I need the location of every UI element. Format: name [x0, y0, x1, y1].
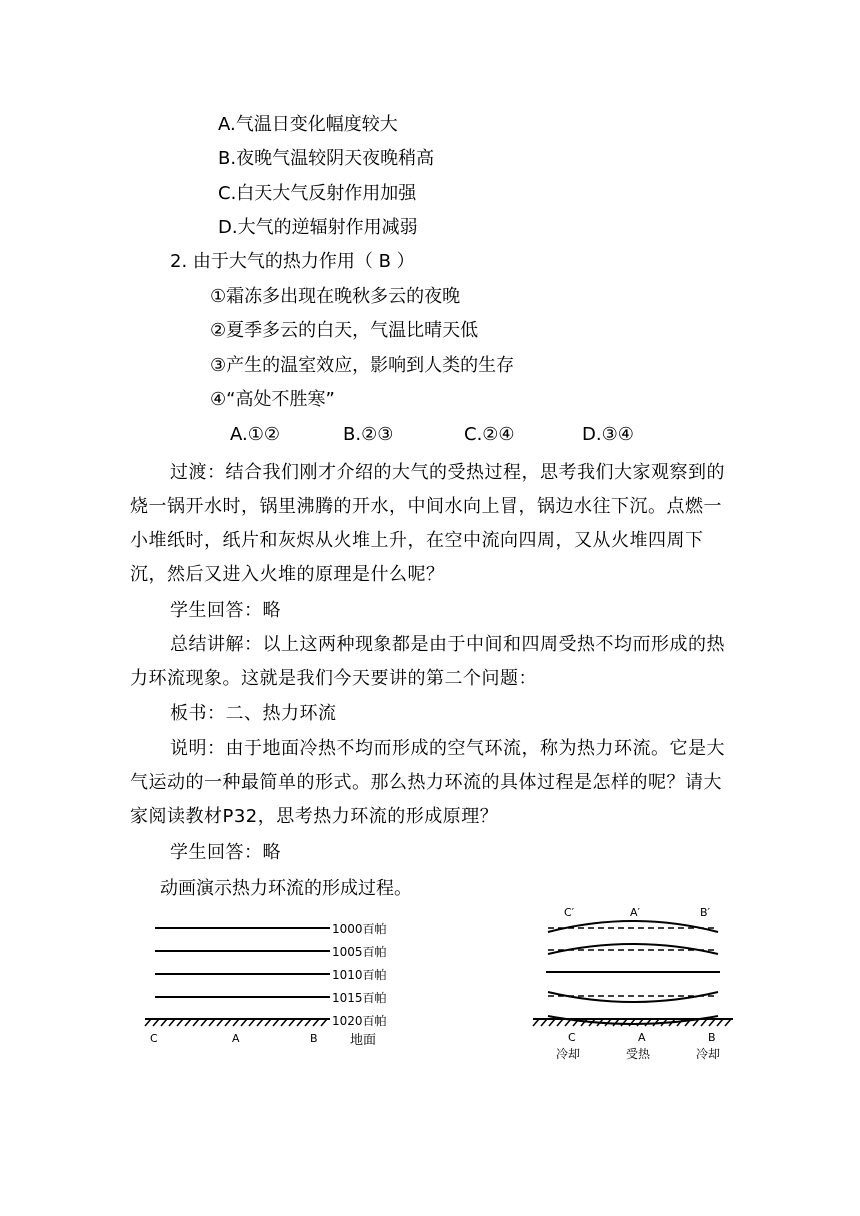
point-c-label: C	[568, 1031, 576, 1044]
cooling-right-label: 冷却	[696, 1047, 721, 1061]
isobar-label-1015: 1015百帕	[332, 991, 387, 1005]
isobar-curved-upper-2	[548, 944, 718, 954]
q1-option-c: C.白天大气反射作用加强	[218, 183, 417, 204]
point-b-label: B	[708, 1031, 716, 1044]
q2-item-3: ③产生的温室效应，影响到人类的生存	[210, 355, 515, 376]
isobar-label-1020: 1020百帕	[332, 1014, 387, 1028]
q2-item-1: ①霜冻多出现在晚秋多云的夜晚	[210, 286, 461, 307]
point-c-label: C	[150, 1032, 158, 1045]
isobar-curved-upper	[548, 921, 718, 932]
isobar-diagram-uniform	[140, 912, 400, 1052]
board-heading: 板书：二、热力环流	[170, 703, 337, 724]
isobar-label-1000: 1000百帕	[332, 922, 387, 936]
point-a-label: A	[232, 1032, 240, 1045]
q2-choice-b: B.②③	[343, 424, 394, 445]
q2-choice-d: D.③④	[582, 424, 634, 445]
point-b-prime-label: B′	[700, 906, 711, 919]
animation-caption: 动画演示热力环流的形成过程。	[160, 878, 412, 899]
q1-option-a: A.气温日变化幅度较大	[218, 114, 398, 135]
explain-paragraph: 说明：由于地面冷热不均而形成的空气环流，称为热力环流。它是大气运动的一种最简单的形式。那么热力环流的具体过程是怎样的呢？请大家阅读教材P32，思考热力环流的形成原理？	[130, 738, 725, 827]
q1-option-b: B.夜晚气温较阴天夜晚稍高	[218, 148, 435, 169]
isobar-diagram-heated	[528, 900, 738, 1065]
isobar-label-1005: 1005百帕	[332, 945, 387, 959]
q2-item-2: ②夏季多云的白天，气温比晴天低	[210, 320, 479, 341]
student-answer-2: 学生回答：略	[170, 842, 281, 863]
summary-paragraph: 总结讲解：以上这两种现象都是由于中间和四周受热不均而形成的热力环流现象。这就是我们今天要讲的第二个问题：	[130, 634, 725, 689]
heated-label: 受热	[626, 1047, 651, 1061]
cooling-left-label: 冷却	[556, 1047, 581, 1061]
isobar-curved-lower	[548, 992, 718, 1002]
transition-paragraph: 过渡：结合我们刚才介绍的大气的受热过程，思考我们大家观察到的烧一锅开水时，锅里沸腾的开水，中间水向上冒，锅边水往下沉。点燃一小堆纸时，纸片和灰烬从火堆上升，在空中流向四周，又从火堆四周下沉，然后又进入火堆的原理是什么呢？	[130, 462, 725, 585]
point-c-prime-label: C′	[564, 906, 575, 919]
ground-hatch	[145, 1019, 327, 1026]
q2-stem: 2. 由于大气的热力作用（ B ）	[170, 251, 415, 272]
point-b-label: B	[310, 1032, 318, 1045]
q2-choice-c: C.②④	[464, 424, 515, 445]
q2-item-4: ④“高处不胜寒”	[210, 389, 335, 410]
student-answer-1: 学生回答：略	[170, 600, 281, 621]
isobar-label-1010: 1010百帕	[332, 968, 387, 982]
point-a-label: A	[638, 1031, 646, 1044]
point-a-prime-label: A′	[630, 906, 641, 919]
q1-option-d: D.大气的逆辐射作用减弱	[218, 217, 418, 238]
ground-label: 地面	[350, 1033, 377, 1048]
q2-choice-a: A.①②	[230, 424, 280, 445]
